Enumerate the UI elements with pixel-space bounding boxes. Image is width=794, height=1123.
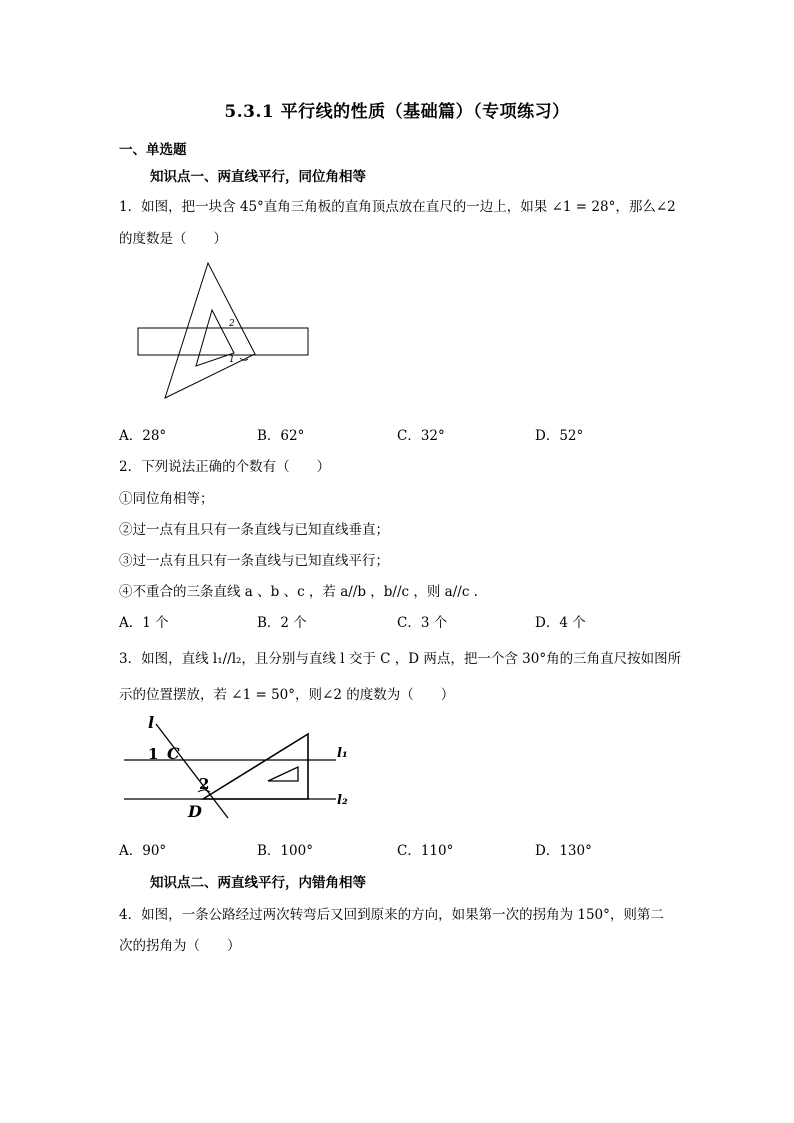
q2-option-d: D．4 个: [535, 615, 586, 631]
q4-stem-line2: 次的拐角为（ ）: [119, 938, 241, 954]
label-angle-1: 1: [148, 745, 159, 763]
q3-stem-line2: 示的位置摆放，若 ∠1 = 50°，则∠2 的度数为（ ）: [119, 687, 455, 703]
knowledge-point-1: 知识点一、两直线平行，同位角相等: [150, 169, 366, 185]
q2-option-b: B．2 个: [257, 615, 307, 631]
label-angle-2: 2: [199, 775, 210, 793]
angle-1-label: 1: [229, 355, 235, 365]
q2-stem: 2．下列说法正确的个数有（ ）: [119, 459, 331, 475]
q1-figure: [130, 258, 320, 408]
set-square-outer: [203, 734, 308, 799]
outer-triangle: [165, 263, 255, 398]
label-C: C: [167, 744, 180, 763]
q3-stem-line1: 3．如图，直线 l₁//l₂，且分别与直线 l 交于 C ，D 两点，把一个含 30°角的三角直尺按如图所: [119, 651, 682, 667]
page-title: 5.3.1 平行线的性质（基础篇）（专项练习）: [224, 102, 570, 122]
q1-option-b: B．62°: [257, 428, 305, 444]
q1-stem-line2: 的度数是（ ）: [119, 231, 227, 247]
label-D: D: [188, 802, 202, 821]
q2-statement-2: ②过一点有且只有一条直线与已知直线垂直；: [119, 522, 389, 538]
section-heading: 一、单选题: [119, 142, 187, 158]
angle-2-label: 2: [229, 319, 235, 329]
label-l1: l₁: [337, 746, 348, 761]
label-l2: l₂: [337, 793, 348, 808]
q4-stem-line1: 4．如图，一条公路经过两次转弯后又回到原来的方向，如果第一次的拐角为 150°，则第二: [119, 907, 664, 923]
set-square-inner: [268, 767, 298, 781]
q3-figure: [118, 712, 358, 824]
q2-statement-1: ①同位角相等；: [119, 491, 214, 507]
label-l: l: [148, 713, 155, 732]
q1-option-c: C．32°: [397, 428, 445, 444]
q2-option-c: C．3 个: [397, 615, 448, 631]
q2-statement-3: ③过一点有且只有一条直线与已知直线平行；: [119, 553, 389, 569]
q3-option-b: B．100°: [257, 843, 313, 859]
knowledge-point-2: 知识点二、两直线平行，内错角相等: [150, 875, 366, 891]
q3-option-d: D．130°: [535, 843, 592, 859]
q2-option-a: A．1 个: [119, 615, 169, 631]
q3-option-a: A．90°: [119, 843, 167, 859]
q1-stem-line1: 1．如图，把一块含 45°直角三角板的直角顶点放在直尺的一边上，如果 ∠1 = 28°，那么∠2: [119, 199, 676, 215]
q2-statement-4: ④不重合的三条直线 a 、b 、c ，若 a//b ，b//c ，则 a//c .: [119, 584, 478, 600]
q1-option-d: D．52°: [535, 428, 584, 444]
q3-option-c: C．110°: [397, 843, 454, 859]
q1-option-a: A．28°: [119, 428, 167, 444]
